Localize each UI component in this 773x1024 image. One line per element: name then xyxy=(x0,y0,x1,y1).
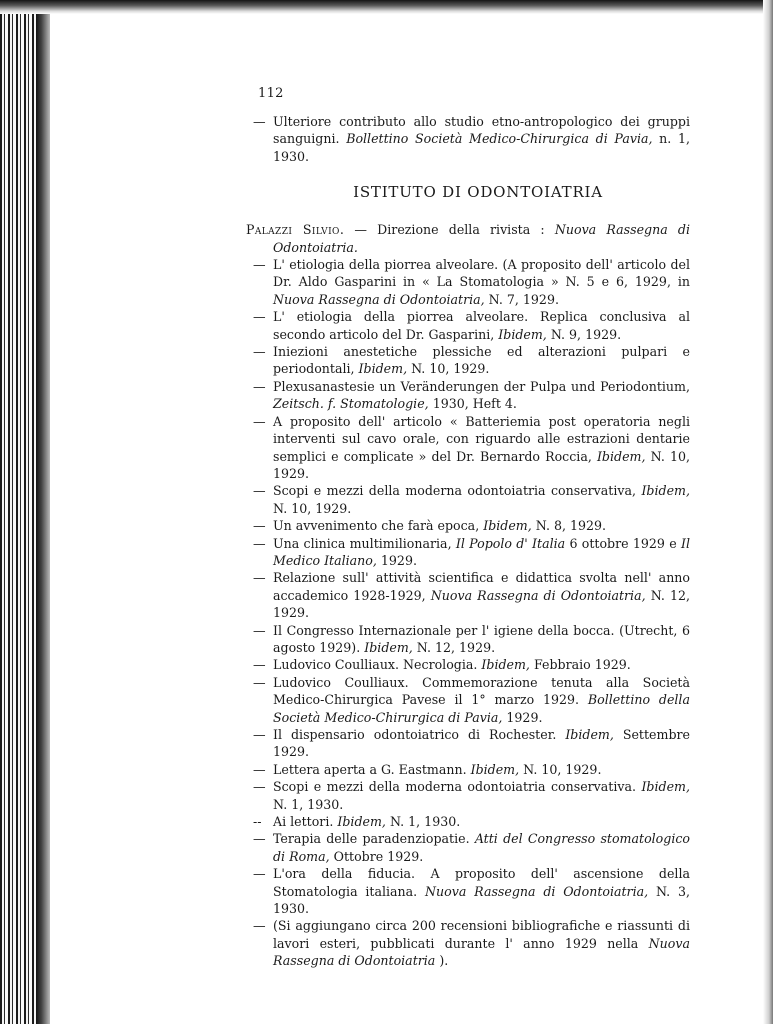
entry-tail: N. 10, 1929. xyxy=(273,448,690,481)
bibliography-entry xyxy=(246,761,690,778)
bibliography-entry xyxy=(246,308,690,343)
entry-tail: N. 12, 1929. xyxy=(273,587,691,621)
entry-journal: Ibidem, xyxy=(596,448,646,464)
entry-text: Il dispensario odontoiatrico di Rochester. xyxy=(273,727,557,742)
entry-text: Ludovico Coulliaux. Necrologia. xyxy=(273,657,478,673)
entry-text: (Si aggiungano circa 200 recensioni bibliografiche e riassunti di lavori esteri, pubblicati durante l' anno 1929 nella xyxy=(273,918,690,951)
lead-text: — Direzione della rivista : xyxy=(354,222,545,238)
entry-tail: N. 3, 1930. xyxy=(273,883,691,917)
entry-text: Scopi e mezzi della moderna odontoiatria conservativa. xyxy=(273,779,637,795)
lead-journal: Nuova Rassegna di Odontoiatria. xyxy=(273,222,690,255)
entry-text: Plexusanastesie un Veränderungen der Pulpa und Periodontium, xyxy=(273,378,690,394)
entry-dash: — xyxy=(253,674,266,690)
entry-tail: Ottobre 1929. xyxy=(333,848,424,864)
entry-tail: N. 7, 1929. xyxy=(488,291,559,307)
entry-dash: — xyxy=(253,622,266,638)
entry-dash: -- xyxy=(253,814,262,830)
entry-dash: — xyxy=(253,518,266,534)
bibliography-entry xyxy=(246,917,690,969)
entry-tail: Settembre 1929. xyxy=(273,727,690,760)
document-page xyxy=(246,86,690,970)
bibliography-entry xyxy=(246,674,690,726)
entry-dash: — xyxy=(253,779,266,795)
entry-dash: — xyxy=(253,309,266,325)
bibliography-entry xyxy=(246,517,690,534)
entry-dash: — xyxy=(253,761,266,777)
entry-dash: — xyxy=(253,727,266,742)
bibliography-entry xyxy=(246,535,690,570)
entry-text: Terapia delle paradenziopatie. xyxy=(273,831,470,847)
entry-tail: N. 12, 1929. xyxy=(416,639,496,655)
entry-dash: — xyxy=(253,570,266,586)
entry-journal: Ibidem, xyxy=(483,518,532,534)
top-page-edge xyxy=(0,0,773,14)
entry-dash: — xyxy=(253,257,266,273)
entry-journal: Nuova Rassegna di Odontoiatria, xyxy=(273,291,485,307)
bibliography-entry xyxy=(246,569,690,621)
entry-journal: Nuova Rassegna di Odontoiatria, xyxy=(425,883,649,899)
bibliography-list xyxy=(246,256,690,970)
binding-shadow xyxy=(36,0,50,1024)
entry-dash: — xyxy=(253,344,266,360)
bibliography-entry xyxy=(246,413,690,483)
entry-journal: Nuova Rassegna di Odontoiatria, xyxy=(430,587,646,603)
entry-text: Lettera aperta a G. Eastmann. xyxy=(273,761,467,777)
entry-journal: Il Medico Italiano, xyxy=(273,535,690,568)
entry-journal: Atti del Congresso stomatologico di Roma, xyxy=(273,831,690,864)
entry-text: Un avvenimento che farà epoca, xyxy=(273,518,480,534)
entry-dash: — xyxy=(253,413,266,429)
entry-journal: Bollettino Società Medico-Chirurgica di Pavia, xyxy=(346,131,653,147)
bibliography-entry xyxy=(246,813,690,830)
entry-journal: Ibidem, xyxy=(565,727,614,742)
entry-dash: — xyxy=(253,535,266,551)
entry-tail: Febbraio 1929. xyxy=(533,657,631,673)
entry-tail: n. 1, 1930. xyxy=(273,131,690,164)
entry-tail: N. 9, 1929. xyxy=(550,326,622,342)
entry-text: Ulteriore contributo allo studio etno-antropologico dei gruppi sanguigni. xyxy=(273,114,690,147)
bibliography-entry xyxy=(246,482,690,517)
entry-journal: Il Popolo d' Italia xyxy=(455,535,566,551)
entry-tail: N. 10, 1929. xyxy=(411,361,490,377)
entry-tail: N. 10, 1929. xyxy=(523,761,602,777)
entry-tail: 1929. xyxy=(380,552,417,568)
entry-journal: Ibidem, xyxy=(358,361,408,377)
entry-journal: Nuova Rassegna di Odontoiatria xyxy=(273,935,690,969)
entry-tail: ). xyxy=(439,953,449,969)
entry-text: Iniezioni anestetiche plessiche ed alterazioni pulpari e periodontali, xyxy=(273,344,690,377)
bibliography-entry xyxy=(246,778,690,813)
lead-entry xyxy=(246,221,690,256)
entry-journal: Ibidem, xyxy=(364,639,413,655)
entry-tail: N. 1, 1930. xyxy=(273,796,344,812)
right-page-edge xyxy=(763,0,773,1024)
page-number: 112 xyxy=(258,86,284,101)
entry-journal: Ibidem, xyxy=(641,779,690,795)
entry-journal: Zeitsch. f. Stomatologie, xyxy=(273,396,429,412)
bibliography-entry xyxy=(246,622,690,657)
entry-text: Il Congresso Internazionale per l' igiene della bocca. (Utrecht, 6 agosto 1929). xyxy=(273,622,690,655)
entry-journal: Ibidem, xyxy=(470,761,520,777)
entry-tail: N. 1, 1930. xyxy=(389,814,461,830)
entry-dash: — xyxy=(253,378,266,394)
entry-journal: Ibidem, xyxy=(481,657,530,673)
entry-text: Ludovico Coulliaux. Commemorazione tenuta alla Società Medico-Chirurgica Pavese il 1° marzo 1929. xyxy=(273,674,690,708)
entry-text: L' etiologia della piorrea alveolare. Replica conclusiva al secondo articolo del Dr. Gasparini, xyxy=(273,309,690,342)
bibliography-entry xyxy=(246,830,690,865)
entry-text: Una clinica multimilionaria, xyxy=(273,535,452,551)
bibliography-entry xyxy=(246,726,690,761)
entry-tail: N. 8, 1929. xyxy=(535,518,607,534)
entry-text: Ai lettori. xyxy=(273,814,334,830)
entry-journal: Ibidem, xyxy=(641,483,690,499)
bibliography-entry xyxy=(246,343,690,378)
entry-journal: Ibidem, xyxy=(498,326,547,342)
section-heading: ISTITUTO DI ODONTOIATRIA xyxy=(353,183,603,202)
entry-dash: — xyxy=(253,114,266,129)
bibliography-entry xyxy=(246,865,690,917)
entry-dash: — xyxy=(253,483,266,499)
intro-entries xyxy=(246,113,690,165)
bibliography-entry xyxy=(246,113,690,165)
entry-tail: N. 10, 1929. xyxy=(273,500,352,516)
entry-tail: 1929. xyxy=(506,709,543,725)
entry-dash: — xyxy=(253,831,266,847)
entry-tail: 1930, Heft 4. xyxy=(432,396,517,412)
author-name: Palazzi Silvio. xyxy=(246,222,345,238)
entry-dash: — xyxy=(253,918,266,934)
entry-tail: 6 ottobre 1929 e xyxy=(569,535,677,551)
entry-journal: Bollettino della Società Medico-Chirurgica di Pavia, xyxy=(273,692,690,725)
bibliography-entry xyxy=(246,256,690,308)
entry-text: A proposito dell' articolo « Batteriemia post operatoria negli interventi sul cavo orale, con riguardo alle estrazioni dentarie semplici e complicate » del Dr. Bernardo Roccia, xyxy=(273,413,690,464)
bibliography-entry xyxy=(246,656,690,673)
entry-dash: — xyxy=(253,657,266,673)
entry-text: Scopi e mezzi della moderna odontoiatria conservativa, xyxy=(273,483,637,499)
entry-journal: Ibidem, xyxy=(337,814,386,830)
entry-text: Relazione sull' attività scientifica e didattica svolta nell' anno accademico 1928-1929, xyxy=(273,570,690,603)
entry-text: L' etiologia della piorrea alveolare. (A proposito dell' articolo del Dr. Aldo Gasparini in « La Stomatologia » N. 5 e 6, 1929, in xyxy=(273,257,690,290)
entry-dash: — xyxy=(253,866,266,882)
entry-text: L'ora della fiducia. A proposito dell' ascensione della Stomatologia italiana. xyxy=(273,866,690,899)
bibliography-entry xyxy=(246,378,690,413)
